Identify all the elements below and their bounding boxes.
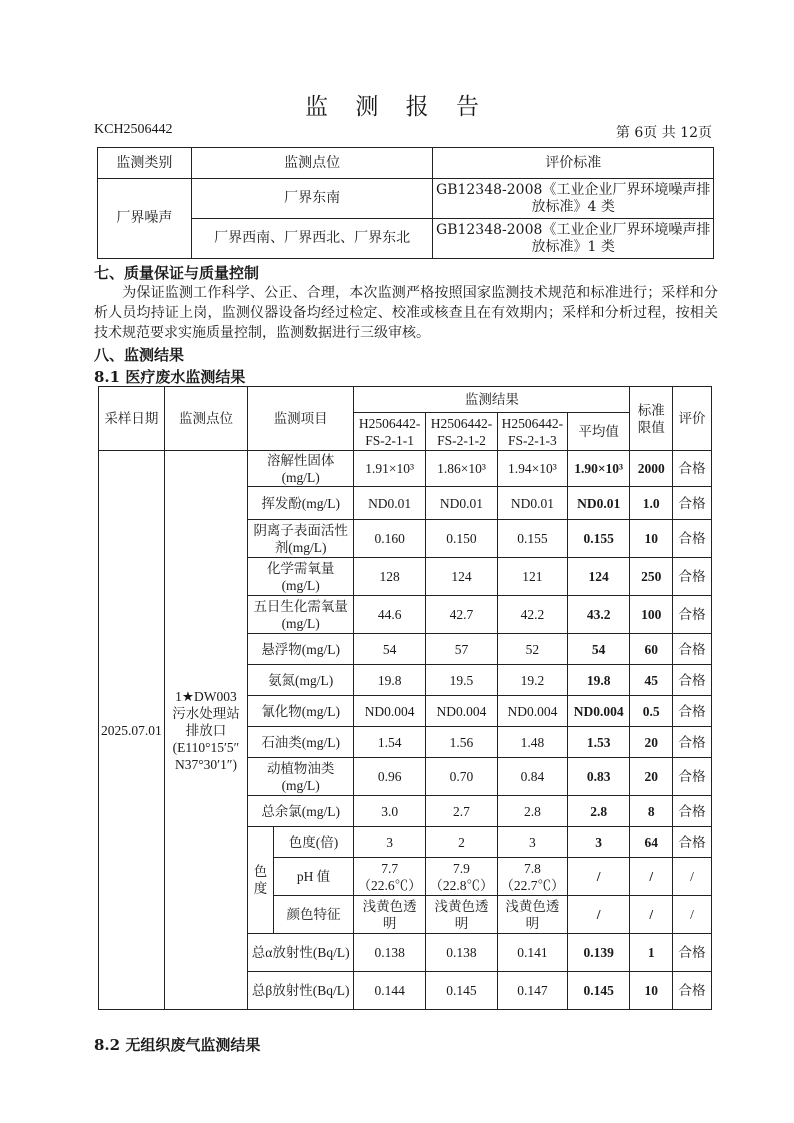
item-cell: pH 值 <box>273 858 353 896</box>
evaluation-cell: 合格 <box>672 758 711 796</box>
sample-value-cell: ND0.004 <box>354 696 426 727</box>
item-cell: 动植物油类(mg/L) <box>248 758 354 796</box>
item-cell: 色度(倍) <box>273 827 353 858</box>
sample-date-cell: 2025.07.01 <box>99 451 165 1010</box>
average-cell: 1.53 <box>567 727 630 758</box>
sample-value-cell: 0.155 <box>497 520 567 558</box>
sample-value-cell: 0.96 <box>354 758 426 796</box>
evaluation-cell: 合格 <box>672 558 711 596</box>
table-header-row <box>99 387 712 413</box>
header-item: 监测项目 <box>248 387 354 451</box>
item-cell: 总α放射性(Bq/L) <box>248 934 354 972</box>
sample-value-cell: 52 <box>497 634 567 665</box>
limit-cell: 10 <box>630 972 672 1010</box>
average-cell: ND0.01 <box>567 487 630 520</box>
sample-value-cell: ND0.01 <box>354 487 426 520</box>
color-group-label: 色度 <box>248 827 274 934</box>
item-cell: 溶解性固体(mg/L) <box>248 451 354 487</box>
sample-value-cell: ND0.004 <box>426 696 498 727</box>
item-cell: 总余氯(mg/L) <box>248 796 354 827</box>
sample-value-cell: 1.56 <box>426 727 498 758</box>
sample-value-cell: 7.9（22.8℃） <box>426 858 498 896</box>
section-7-heading: 七、质量保证与质量控制 <box>94 264 260 282</box>
average-cell: 19.8 <box>567 665 630 696</box>
standard-cell: GB12348-2008《工业企业厂界环境噪声排放标准》1 类 <box>433 219 714 259</box>
average-cell: 54 <box>567 634 630 665</box>
evaluation-cell: 合格 <box>672 796 711 827</box>
item-cell: 氰化物(mg/L) <box>248 696 354 727</box>
average-cell: / <box>567 858 630 896</box>
report-number: KCH2506442 <box>94 122 173 137</box>
sample-value-cell: 19.2 <box>497 665 567 696</box>
header-sample1: H2506442-FS-2-1-1 <box>354 413 426 451</box>
evaluation-cell: 合格 <box>672 520 711 558</box>
sample-value-cell: 7.8（22.7℃） <box>497 858 567 896</box>
evaluation-cell: 合格 <box>672 487 711 520</box>
results-table <box>98 386 712 1010</box>
item-cell: 五日生化需氧量(mg/L) <box>248 596 354 634</box>
table-header-row <box>98 148 714 179</box>
sample-value-cell: 128 <box>354 558 426 596</box>
section-8-heading: 八、监测结果 <box>94 346 185 364</box>
average-cell: 2.8 <box>567 796 630 827</box>
average-cell: 3 <box>567 827 630 858</box>
table-row <box>98 179 714 219</box>
limit-cell: 1.0 <box>630 487 672 520</box>
sample-value-cell: 0.70 <box>426 758 498 796</box>
header-standard: 评价标准 <box>433 148 714 179</box>
evaluation-cell: 合格 <box>672 634 711 665</box>
header-limit: 标准限值 <box>630 387 672 451</box>
location-cell: 厂界西南、厂界西北、厂界东北 <box>191 219 433 259</box>
sample-value-cell: 1.91×10³ <box>354 451 426 487</box>
sample-value-cell: 42.2 <box>497 596 567 634</box>
header-sample3: H2506442-FS-2-1-3 <box>497 413 567 451</box>
limit-cell: 64 <box>630 827 672 858</box>
sample-value-cell: 0.150 <box>426 520 498 558</box>
item-cell: 氨氮(mg/L) <box>248 665 354 696</box>
sample-value-cell: ND0.01 <box>497 487 567 520</box>
sample-value-cell: 0.138 <box>426 934 498 972</box>
header-average: 平均值 <box>567 413 630 451</box>
sample-value-cell: 44.6 <box>354 596 426 634</box>
average-cell: 1.90×10³ <box>567 451 630 487</box>
sample-value-cell: 3 <box>497 827 567 858</box>
sample-value-cell: ND0.01 <box>426 487 498 520</box>
evaluation-cell: 合格 <box>672 934 711 972</box>
limit-cell: 100 <box>630 596 672 634</box>
average-cell: / <box>567 896 630 934</box>
sample-value-cell: 浅黄色透明 <box>497 896 567 934</box>
evaluation-cell: 合格 <box>672 727 711 758</box>
item-cell: 总β放射性(Bq/L) <box>248 972 354 1010</box>
sample-value-cell: 19.5 <box>426 665 498 696</box>
sample-value-cell: 0.144 <box>354 972 426 1010</box>
sample-value-cell: 57 <box>426 634 498 665</box>
item-cell: 颜色特征 <box>273 896 353 934</box>
sample-value-cell: 19.8 <box>354 665 426 696</box>
average-cell: 0.83 <box>567 758 630 796</box>
page-info: 第 6页 共 12页 <box>615 125 712 141</box>
location-cell: 厂界东南 <box>191 179 433 219</box>
location-cell: 1★DW003 污水处理站排放口 (E110°15′5″ N37°30′1″) <box>164 451 247 1010</box>
sample-value-cell: 0.147 <box>497 972 567 1010</box>
evaluation-cell: 合格 <box>672 596 711 634</box>
average-cell: 0.139 <box>567 934 630 972</box>
standards-table <box>97 147 714 259</box>
paragraph-text: 为保证监测工作科学、公正、合理，本次监测严格按照国家监测技术规范和标准进行；采样和分析人员均持证上岗，监测仪器设备均经过检定、校准或核查且在有效期内；采样和分析过程，按相关技术规范要求实施质量控制，监测数据进行三级审核。 <box>94 285 718 341</box>
limit-cell: 8 <box>630 796 672 827</box>
header-location: 监测点位 <box>191 148 433 179</box>
section-8-2-heading: 8.2 无组织废气监测结果 <box>94 1036 261 1054</box>
header-location: 监测点位 <box>164 387 247 451</box>
sample-value-cell: 0.84 <box>497 758 567 796</box>
sample-value-cell: ND0.004 <box>497 696 567 727</box>
sample-value-cell: 1.54 <box>354 727 426 758</box>
standard-cell: GB12348-2008《工业企业厂界环境噪声排放标准》4 类 <box>433 179 714 219</box>
sample-value-cell: 54 <box>354 634 426 665</box>
sample-value-cell: 2 <box>426 827 498 858</box>
sample-value-cell: 1.86×10³ <box>426 451 498 487</box>
sample-value-cell: 2.7 <box>426 796 498 827</box>
sample-value-cell: 1.94×10³ <box>497 451 567 487</box>
header-results: 监测结果 <box>354 387 630 413</box>
limit-cell: 20 <box>630 758 672 796</box>
limit-cell: 2000 <box>630 451 672 487</box>
sample-value-cell: 3 <box>354 827 426 858</box>
average-cell: 0.145 <box>567 972 630 1010</box>
sample-value-cell: 浅黄色透明 <box>354 896 426 934</box>
sample-value-cell: 0.138 <box>354 934 426 972</box>
limit-cell: 1 <box>630 934 672 972</box>
limit-cell: 45 <box>630 665 672 696</box>
item-cell: 挥发酚(mg/L) <box>248 487 354 520</box>
sample-value-cell: 0.145 <box>426 972 498 1010</box>
sample-value-cell: 121 <box>497 558 567 596</box>
category-cell: 厂界噪声 <box>98 179 192 259</box>
sample-value-cell: 7.7（22.6℃） <box>354 858 426 896</box>
evaluation-cell: 合格 <box>672 696 711 727</box>
header-sample2: H2506442-FS-2-1-2 <box>426 413 498 451</box>
limit-cell: 0.5 <box>630 696 672 727</box>
evaluation-cell: 合格 <box>672 972 711 1010</box>
evaluation-cell: 合格 <box>672 665 711 696</box>
sample-value-cell: 124 <box>426 558 498 596</box>
limit-cell: 20 <box>630 727 672 758</box>
limit-cell: 250 <box>630 558 672 596</box>
sample-value-cell: 42.7 <box>426 596 498 634</box>
header-category: 监测类别 <box>98 148 192 179</box>
header-date: 采样日期 <box>99 387 165 451</box>
sample-value-cell: 浅黄色透明 <box>426 896 498 934</box>
table-row <box>99 451 712 487</box>
limit-cell: / <box>630 858 672 896</box>
evaluation-cell: 合格 <box>672 827 711 858</box>
average-cell: 124 <box>567 558 630 596</box>
section-8-1-heading: 8.1 医疗废水监测结果 <box>94 368 246 386</box>
average-cell: ND0.004 <box>567 696 630 727</box>
report-title: 监 测 报 告 <box>305 94 489 120</box>
item-cell: 石油类(mg/L) <box>248 727 354 758</box>
quality-control-paragraph <box>94 283 718 343</box>
header-evaluation: 评价 <box>672 387 711 451</box>
average-cell: 0.155 <box>567 520 630 558</box>
average-cell: 43.2 <box>567 596 630 634</box>
sample-value-cell: 2.8 <box>497 796 567 827</box>
evaluation-cell: / <box>672 858 711 896</box>
sample-value-cell: 0.160 <box>354 520 426 558</box>
evaluation-cell: / <box>672 896 711 934</box>
limit-cell: 60 <box>630 634 672 665</box>
sample-value-cell: 3.0 <box>354 796 426 827</box>
item-cell: 悬浮物(mg/L) <box>248 634 354 665</box>
limit-cell: 10 <box>630 520 672 558</box>
item-cell: 化学需氧量(mg/L) <box>248 558 354 596</box>
evaluation-cell: 合格 <box>672 451 711 487</box>
sample-value-cell: 0.141 <box>497 934 567 972</box>
sample-value-cell: 1.48 <box>497 727 567 758</box>
item-cell: 阴离子表面活性剂(mg/L) <box>248 520 354 558</box>
limit-cell: / <box>630 896 672 934</box>
